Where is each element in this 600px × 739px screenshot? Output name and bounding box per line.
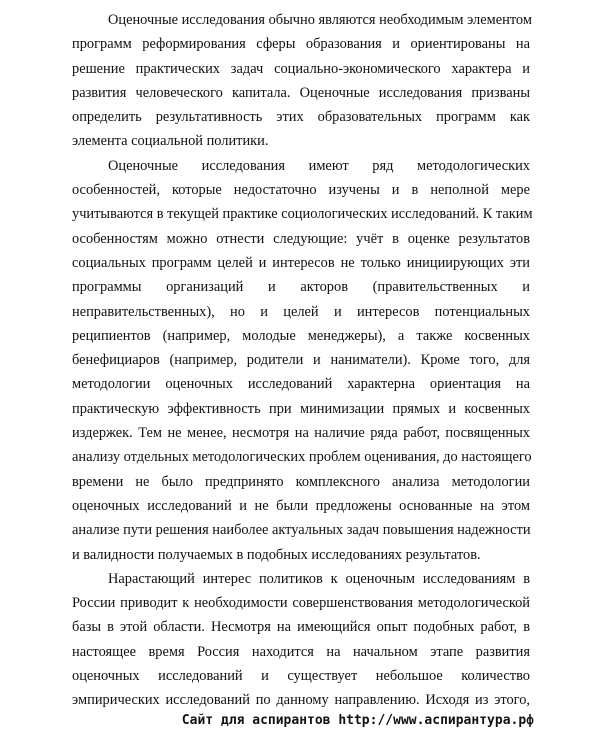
site-watermark: Сайт для аспирантов http://www.аспирантура.рф (181, 713, 534, 728)
text-line: особенностей, которые недостаточно изучены и в неполной мере (72, 182, 530, 199)
text-line: реципиентов (например, молодые менеджеры), а также косвенных (72, 327, 530, 344)
text-line: элемента социальной политики. (72, 133, 269, 150)
text-line: Оценочные исследования имеют ряд методологических (108, 157, 530, 174)
text-line: издержек. Тем не менее, несмотря на наличие ряда работ, посвященных (72, 425, 530, 442)
text-line: практическую эффективность при минимизации прямых и косвенных (72, 400, 530, 417)
text-line: особенностям можно отнести следующие: учёт в оценке результатов (72, 230, 530, 247)
text-line: анализу отдельных методологических проблем оценивания, до настоящего (72, 449, 532, 466)
paragraph-3 (72, 567, 530, 713)
text-line: Нарастающий интерес политиков к оценочным исследованиям в (108, 570, 530, 587)
text-line: оценочных исследований и не были предложены основанные на этом (72, 497, 530, 514)
document-body (72, 8, 533, 713)
text-line: настоящее время Россия находится на начальном этапе развития (72, 643, 530, 660)
text-line: оценочных исследований и существует небольшое количество (72, 668, 530, 685)
text-line: программы организаций и акторов (правительственных и (72, 279, 530, 296)
text-line: методологии оценочных исследований характерна ориентация на (72, 376, 530, 393)
paragraph-1 (72, 8, 530, 154)
text-line: бенефициаров (например, родители и наниматели). Кроме того, для (72, 352, 530, 369)
text-line: и валидности получаемых в подобных исследованиях результатов. (72, 546, 481, 563)
text-line: времени не было предпринято комплексного анализа методологии (72, 473, 530, 490)
text-line: России приводит к необходимости совершенствования методологической (72, 595, 530, 612)
text-line: эмпирических исследований по данному направлению. Исходя из этого, (72, 692, 530, 709)
text-line: развития человеческого капитала. Оценочные исследования призваны (72, 84, 530, 101)
text-line: программ реформирования сферы образования и ориентированы на (72, 36, 530, 53)
text-line: учитываются в текущей практике социологических исследований. К таким (72, 206, 533, 223)
text-line: Оценочные исследования обычно являются необходимым элементом (108, 12, 532, 28)
text-line: социальных программ целей и интересов не только инициирующих эти (72, 254, 530, 271)
text-line: определить результативность этих образовательных программ как (72, 109, 530, 126)
text-line: базы в этой области. Несмотря на имеющийся опыт подобных работ, в (72, 619, 530, 636)
paragraph-2 (72, 154, 533, 567)
text-line: неправительственных), но и целей и интересов потенциальных (72, 303, 530, 320)
text-line: решение практических задач социально-экономического характера и (72, 60, 530, 77)
text-line: анализе пути решения наиболее актуальных задач повышения надежности (72, 522, 531, 539)
